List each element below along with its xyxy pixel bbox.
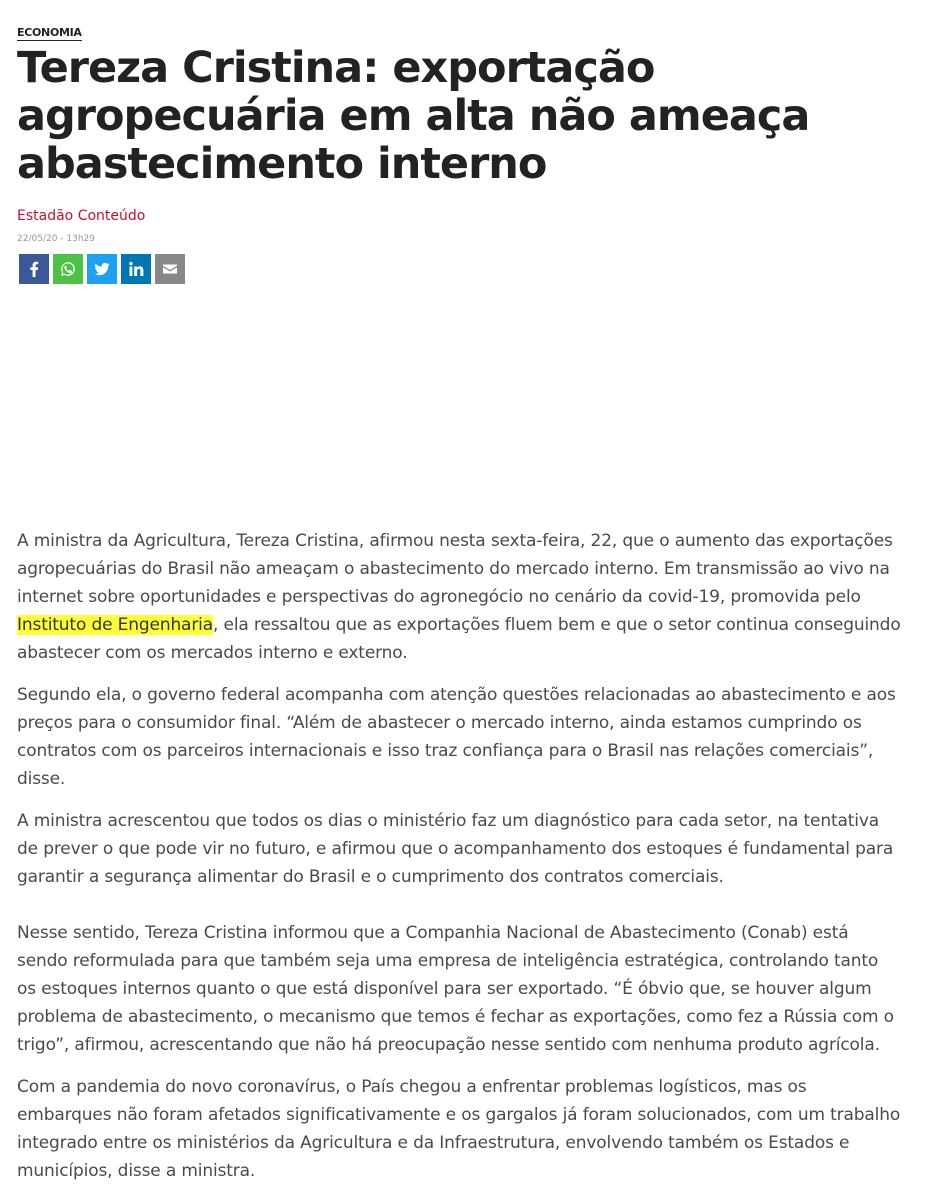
publish-date: 22/05/20 - 13h29: [17, 234, 95, 244]
category-link[interactable]: ECONOMIA: [17, 26, 82, 39]
share-linkedin-button[interactable]: [121, 254, 151, 284]
twitter-icon: [94, 261, 110, 277]
author-link[interactable]: Estadão Conteúdo: [17, 208, 146, 224]
highlighted-text: Instituto de Engenharia: [17, 615, 214, 635]
article-body: [17, 527, 902, 1199]
linkedin-icon: [128, 261, 144, 277]
article-headline: Tereza Cristina: exportação agropecuária em alta não ameaça abastecimento interno: [17, 43, 810, 189]
facebook-icon: [26, 261, 42, 277]
whatsapp-icon: [60, 261, 76, 277]
paragraph: Segundo ela, o governo federal acompanha com atenção questões relacionadas ao abastecimento e aos preços para o consumidor final. “Além de abastecer o mercado interno, ainda estamos cumprindo os contratos com os parceiros internacionais e isso traz confiança para o Brasil nas relações comerciais”, disse.: [17, 685, 896, 789]
share-bar: [19, 254, 185, 284]
share-facebook-button[interactable]: [19, 254, 49, 284]
paragraph: A ministra acrescentou que todos os dias o ministério faz um diagnóstico para cada setor, na tentativa de prever o que pode vir no futuro, e afirmou que o acompanhamento dos estoques é fundamental para garantir a segurança alimentar do Brasil e o cumprimento dos contratos comerciais.: [17, 811, 894, 887]
paragraph: Nesse sentido, Tereza Cristina informou que a Companhia Nacional de Abastecimento (Conab) está sendo reformulada para que também seja uma empresa de inteligência estratégica, controlando tanto os estoques internos quanto o que está disponível para ser exportado. “É óbvio que, se houver algum problema de abastecimento, o mecanismo que temos é fechar as exportações, como fez a Rússia com o trigo”, afirmou, acrescentando que não há preocupação nesse sentido com nenhuma produto agrícola.: [17, 923, 894, 1055]
share-twitter-button[interactable]: [87, 254, 117, 284]
paragraph-text: A ministra da Agricultura, Tereza Cristina, afirmou nesta sexta-feira, 22, que o aumento das exportações agropecuárias do Brasil não ameaçam o abastecimento do mercado interno. Em transmissão ao vivo na internet sobre oportunidades e perspectivas do agronegócio no cenário da covid-19, promovida pelo: [17, 531, 893, 607]
share-email-button[interactable]: [155, 254, 185, 284]
paragraph: Com a pandemia do novo coronavírus, o País chegou a enfrentar problemas logísticos, mas os embarques não foram afetados significativamente e os gargalos já foram solucionados, com um trabalho integrado entre os ministérios da Agricultura e da Infraestrutura, envolvendo também os Estados e municípios, disse a ministra.: [17, 1077, 901, 1181]
share-whatsapp-button[interactable]: [53, 254, 83, 284]
email-icon: [162, 261, 178, 277]
advertisement-slot: [17, 300, 897, 510]
paragraph: [17, 527, 902, 667]
paragraph-text: , ela ressaltou que as exportações fluem bem e que o setor continua conseguindo abastecer com os mercados interno e externo.: [17, 615, 901, 663]
